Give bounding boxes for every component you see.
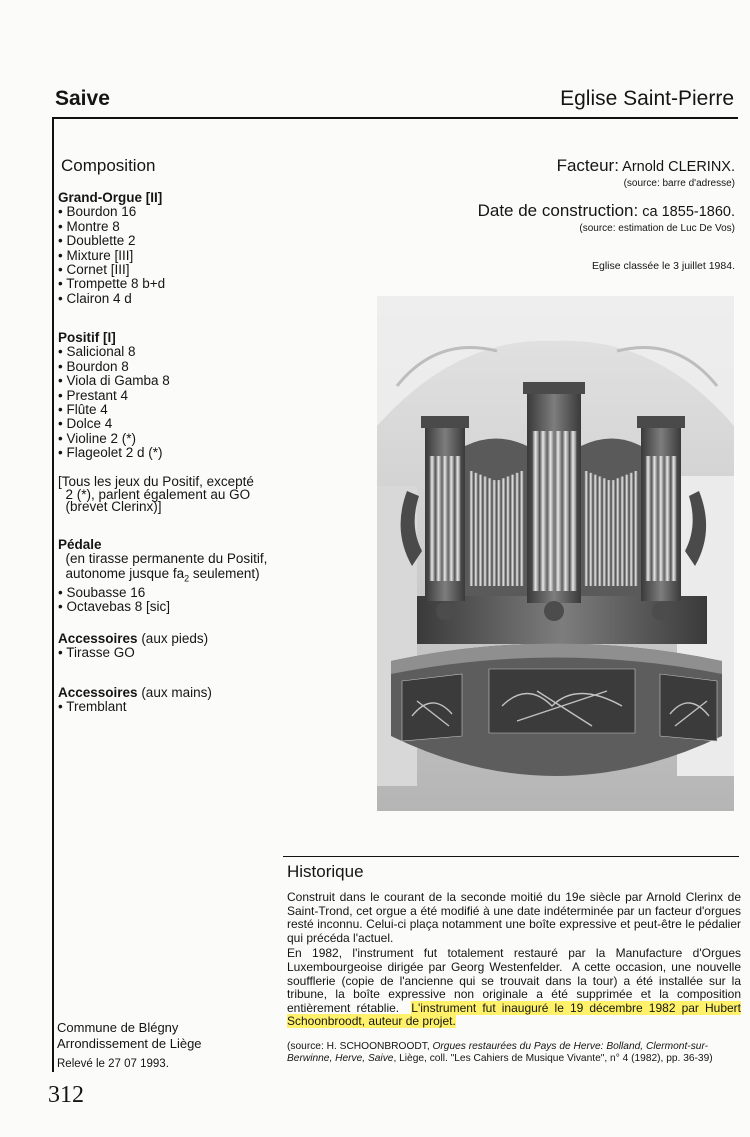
highlighted-text: L'instrument fut inauguré le 19 décembre 1982 par Hubert Schoonbroodt, auteur de projet. <box>287 1000 742 1029</box>
pedale-section <box>58 538 267 615</box>
date-label: Date de construction: <box>477 201 639 220</box>
pedale-desc-sub: 2 <box>184 573 190 584</box>
pedale-desc-2 <box>58 567 267 586</box>
acc-mains-label: Accessoires <box>58 685 138 700</box>
positif-title: Positif [I] <box>58 330 116 345</box>
accessoires-pieds-section <box>58 632 208 661</box>
source-book-title: Orgues restaurées du Pays de Herve: Bolland, Clermont-sur-Berwinne, Herve, Saive <box>287 1041 709 1064</box>
date-value: ca 1855-1860. <box>638 204 735 220</box>
stop-item: • Tirasse GO <box>58 645 135 661</box>
church-title: Eglise Saint-Pierre <box>560 87 734 110</box>
historique-paragraph-1: Construit dans le courant de la seconde moitié du 19e siècle par Arnold Clerinx de Saint-Trond, cet orgue a été modifié à une date indéterminée par un facteur d'orgues resté inconnu. Celui-ci plaça notamment une boîte expressive et peut-être le pédalier qui précéda l'actuel. <box>287 890 741 945</box>
stop-item: • Dolce 4 <box>58 416 113 432</box>
grand-orgue-section <box>58 191 165 306</box>
note-line: [Tous les jeux du Positif, excepté <box>58 474 254 489</box>
acc-pieds-label: Accessoires <box>58 631 138 646</box>
acc-pieds-qualifier: (aux pieds) <box>137 631 209 646</box>
pedale-stops <box>58 586 267 615</box>
stop-item: • Doublette 2 <box>58 233 136 249</box>
commune: Commune de Blégny <box>57 1020 179 1035</box>
source-prefix: (source: H. SCHOONBROODT, <box>287 1041 433 1052</box>
grand-orgue-stops <box>58 205 165 306</box>
historique-body <box>287 890 745 1031</box>
facteur-label: Facteur: <box>556 156 619 175</box>
historique-p2-text: En 1982, l'instrument fut totalement restauré par la Manufacture d'Orgues Luxembourgeoise dirigée par Georg Westenfelder. A cette occasion, une nouvelle soufflerie (copie de l'ancienne qui se trouvait dans la tour) a été installée sur la tribune, la boîte expressive non originale a été supprimée et la composition entièrement rétablie. <box>287 946 745 1015</box>
acc-mains-qualifier: (aux mains) <box>137 685 212 700</box>
classification-note: Eglise classée le 3 juillet 1984. <box>591 260 735 272</box>
historique-paragraph-2 <box>287 946 745 1029</box>
stop-item: • Tremblant <box>58 699 127 715</box>
facteur-value: Arnold CLERINX. <box>618 159 735 175</box>
stop-item: • Mixture [III] <box>58 247 134 263</box>
accessoires-mains-section <box>58 686 212 715</box>
note-line: (brevet Clerinx)] <box>58 499 162 514</box>
stop-item: • Soubasse 16 <box>58 584 146 600</box>
town-title: Saive <box>55 87 110 110</box>
note-line: 2 (*), parlent également au GO <box>58 486 251 502</box>
pedale-title: Pédale <box>58 537 102 552</box>
positif-note <box>58 476 254 514</box>
stop-item: • Clairon 4 d <box>58 290 132 306</box>
stop-item: • Cornet [III] <box>58 262 130 278</box>
accessoires-pieds-title <box>58 632 208 646</box>
stop-item: • Prestant 4 <box>58 387 129 403</box>
top-rule <box>52 117 738 119</box>
facteur-source: (source: barre d'adresse) <box>623 178 735 189</box>
accessoires-pieds-items <box>58 646 208 660</box>
facteur-block <box>557 156 735 189</box>
date-source: (source: estimation de Luc De Vos) <box>579 223 735 234</box>
stop-item: • Octavebas 8 [sic] <box>58 599 171 615</box>
pedale-desc-1: (en tirasse permanente du Positif, <box>58 551 268 567</box>
location-block <box>57 1020 202 1052</box>
historique-title: Historique <box>287 862 364 881</box>
survey-date: Relevé le 27 07 1993. <box>57 1058 169 1070</box>
arrondissement: Arrondissement de Liège <box>57 1036 202 1051</box>
accessoires-mains-items <box>58 700 212 714</box>
source-suffix: , Liège, coll. "Les Cahiers de Musique Vivante", n° 4 (1982), pp. 36-39) <box>393 1052 713 1064</box>
stop-item: • Bourdon 16 <box>58 204 137 220</box>
historique-rule <box>283 856 739 857</box>
accessoires-mains-title <box>58 686 212 700</box>
stop-item: • Viola di Gamba 8 <box>58 373 170 389</box>
pedale-desc-2b: seulement) <box>189 565 260 581</box>
pedale-desc-2a: autonome jusque fa <box>58 565 185 581</box>
organ-photo <box>377 296 734 811</box>
grand-orgue-title: Grand-Orgue [II] <box>58 190 163 205</box>
stop-item: • Flûte 4 <box>58 402 108 418</box>
stop-item: • Violine 2 (*) <box>58 430 137 446</box>
page-number: 312 <box>48 1082 84 1108</box>
positif-section <box>58 331 170 461</box>
stop-item: • Montre 8 <box>58 218 120 234</box>
stop-item: • Salicional 8 <box>58 344 136 360</box>
stop-item: • Bourdon 8 <box>58 358 129 374</box>
stop-item: • Flageolet 2 d (*) <box>58 445 163 461</box>
positif-stops <box>58 345 170 460</box>
left-rule <box>52 117 54 1072</box>
composition-title: Composition <box>61 156 156 175</box>
historique-source <box>287 1041 741 1065</box>
stop-item: • Trompette 8 b+d <box>58 276 166 292</box>
date-block <box>478 201 735 234</box>
